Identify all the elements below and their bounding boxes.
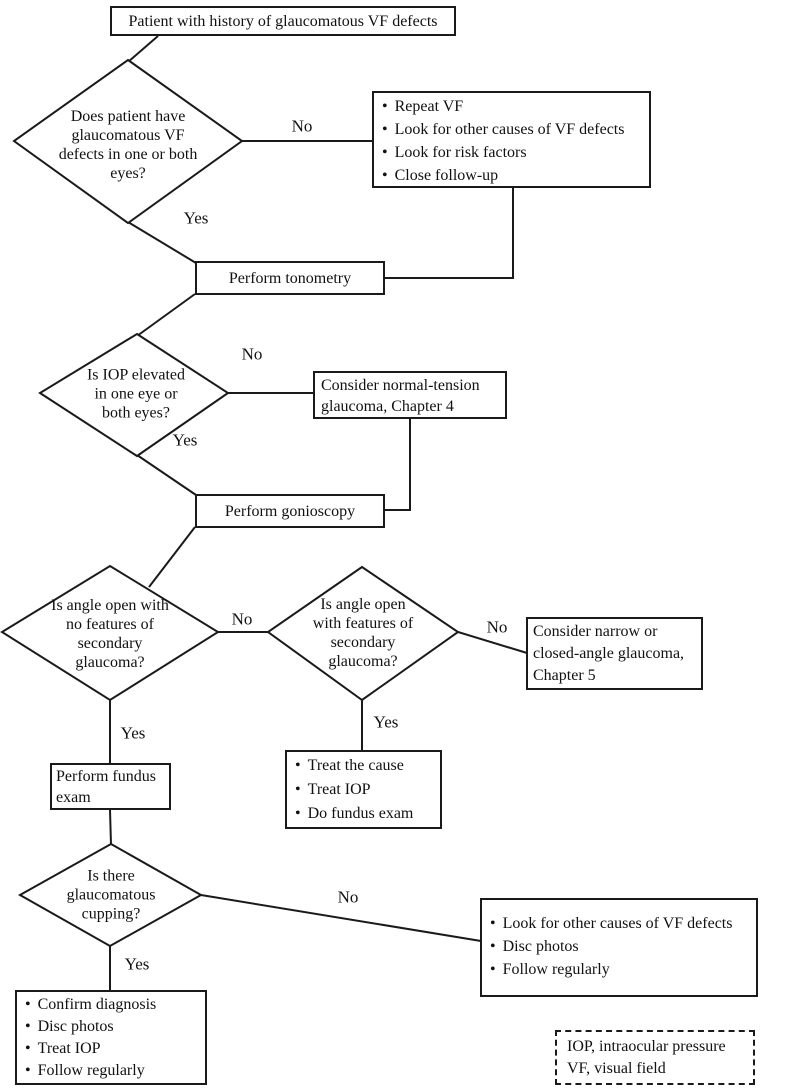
list-item: • Follow regularly [25,1060,197,1082]
edge-label-secondary-yes: Yes [373,712,399,732]
process-tonometry-box [195,261,385,295]
decision-angle-open-features-question: Is angle open with features of secondary glaucoma? [312,596,414,670]
process-fundus-exam-box: Perform fundus exam [50,763,171,810]
list-item: • Close follow-up [382,164,641,187]
list-item: • Follow regularly [490,958,748,981]
outcome-normal-tension-box: Consider normal-tension glaucoma, Chapter 4 [313,371,507,419]
edge-vfdefects-yes [128,222,196,263]
outcome-confirm-diagnosis-box [15,990,207,1085]
edge-normaltension-to-gonioscopy [385,419,410,510]
decision-vf-defects-question: Does patient have glaucomatous VF defects in one or both eyes? [58,108,198,182]
process-gonioscopy-label: Perform gonioscopy [224,502,356,520]
edge-nodefects-to-tonometry [385,188,513,278]
process-gonioscopy-box [195,494,385,528]
list-item: • Repeat VF [382,95,641,118]
list-item: • Disc photos [490,935,748,958]
edge-label-iop-no: No [241,344,263,364]
edge-label-angle-no: No [231,609,253,629]
list-item: • Do fundus exam [295,802,432,826]
list-item: • Confirm diagnosis [25,994,197,1016]
edge-start-to-vfdefects [128,36,158,62]
edge-tonometry-to-iop [137,294,195,336]
decision-cupping-question: Is there glaucomatous cupping? [66,867,156,923]
list-item: • Treat the cause [295,754,432,778]
decision-iop-elevated-question: Is IOP elevated in one eye or both eyes? [86,366,186,422]
start-box [110,6,456,36]
outcome-narrow-angle-box: Consider narrow or closed-angle glaucoma, Chapter 5 [526,617,703,690]
list-item: • Treat IOP [295,778,432,802]
list-item: • Look for other causes of VF defects [490,912,748,935]
edge-iop-yes [137,455,196,495]
edge-label-cupping-yes: Yes [124,954,150,974]
legend-line-iop: IOP, intraocular pressure [567,1038,726,1055]
list-item: • Look for other causes of VF defects [382,118,641,141]
start-label: Patient with history of glaucomatous VF defects [128,12,438,30]
outcome-no-cupping-box [480,898,758,997]
edge-label-vfdefects-no: No [291,116,313,136]
edge-label-secondary-no: No [486,617,508,637]
edge-label-cupping-no: No [337,887,359,907]
edge-fundus-to-cupping [110,810,111,845]
edge-label-vfdefects-yes: Yes [183,208,209,228]
outcome-treat-secondary-box [285,750,442,829]
list-item: • Disc photos [25,1016,197,1038]
outcome-no-defects-box [372,91,651,188]
process-tonometry-label: Perform tonometry [228,269,352,287]
legend-box [555,1030,755,1085]
list-item: • Treat IOP [25,1038,197,1060]
edge-label-iop-yes: Yes [172,430,198,450]
edge-gonioscopy-to-angle [149,527,195,587]
list-item: • Look for risk factors [382,141,641,164]
legend-line-vf: VF, visual field [567,1060,666,1077]
decision-angle-open-no-features-question: Is angle open with no features of secondary glaucoma? [51,597,169,671]
edge-label-angle-yes: Yes [120,723,146,743]
